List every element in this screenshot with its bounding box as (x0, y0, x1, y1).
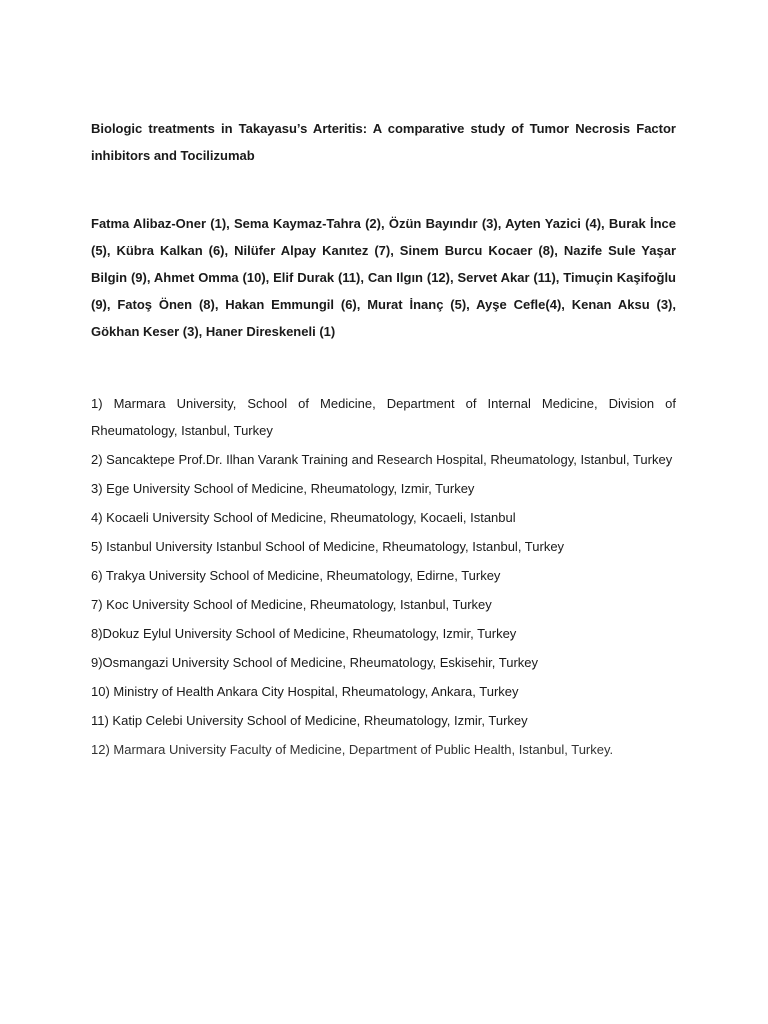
affiliation-10: 10) Ministry of Health Ankara City Hospital, Rheumatology, Ankara, Turkey (91, 684, 519, 699)
affiliation-12: 12) Marmara University Faculty of Medicine, Department of Public Health, Istanbul, Turkey. (91, 742, 614, 757)
affiliation-2: 2) Sancaktepe Prof.Dr. Ilhan Varank Training and Research Hospital, Rheumatology, Istanbul, Turkey (91, 452, 673, 467)
affiliation-11: 11) Katip Celebi University School of Medicine, Rheumatology, Izmir, Turkey (91, 713, 528, 728)
affiliation-3: 3) Ege University School of Medicine, Rheumatology, Izmir, Turkey (91, 481, 475, 496)
affiliation-7: 7) Koc University School of Medicine, Rheumatology, Istanbul, Turkey (91, 597, 492, 612)
affiliation-4: 4) Kocaeli University School of Medicine, Rheumatology, Kocaeli, Istanbul (91, 510, 516, 525)
affiliation-8: 8)Dokuz Eylul University School of Medicine, Rheumatology, Izmir, Turkey (91, 626, 517, 641)
author-list: Fatma Alibaz-Oner (1), Sema Kaymaz-Tahra (2), Özün Bayındır (3), Ayten Yazici (4), Burak İnce (5), Kübra Kalkan (6), Nilüfer Alpay Kanıtez (7), Sinem Burcu Kocaer (8), Nazife Sule Yaşar Bilgin (9), Ahmet Omma (10), Elif Durak (11), Can Ilgın (12), Servet Akar (11), Timuçin Kaşifoğlu (9), Fatoş Önen (8), Hakan Emmungil (6), Murat İnanç (5), Ayşe Cefle(4), Kenan Aksu (3), Gökhan Keser (3), Haner Direskeneli (1) (91, 216, 676, 339)
affiliation-9: 9)Osmangazi University School of Medicine, Rheumatology, Eskisehir, Turkey (91, 655, 539, 670)
affiliation-6: 6) Trakya University School of Medicine, Rheumatology, Edirne, Turkey (91, 568, 501, 583)
affiliation-5: 5) Istanbul University Istanbul School of Medicine, Rheumatology, Istanbul, Turkey (91, 539, 565, 554)
affiliation-1: 1) Marmara University, School of Medicine, Department of Internal Medicine, Division of Rheumatology, Istanbul, Turkey (91, 396, 676, 438)
paper-title: Biologic treatments in Takayasu’s Arteritis: A comparative study of Tumor Necrosis Factor inhibitors and Tocilizumab (91, 121, 676, 163)
affiliation-list (91, 390, 676, 769)
